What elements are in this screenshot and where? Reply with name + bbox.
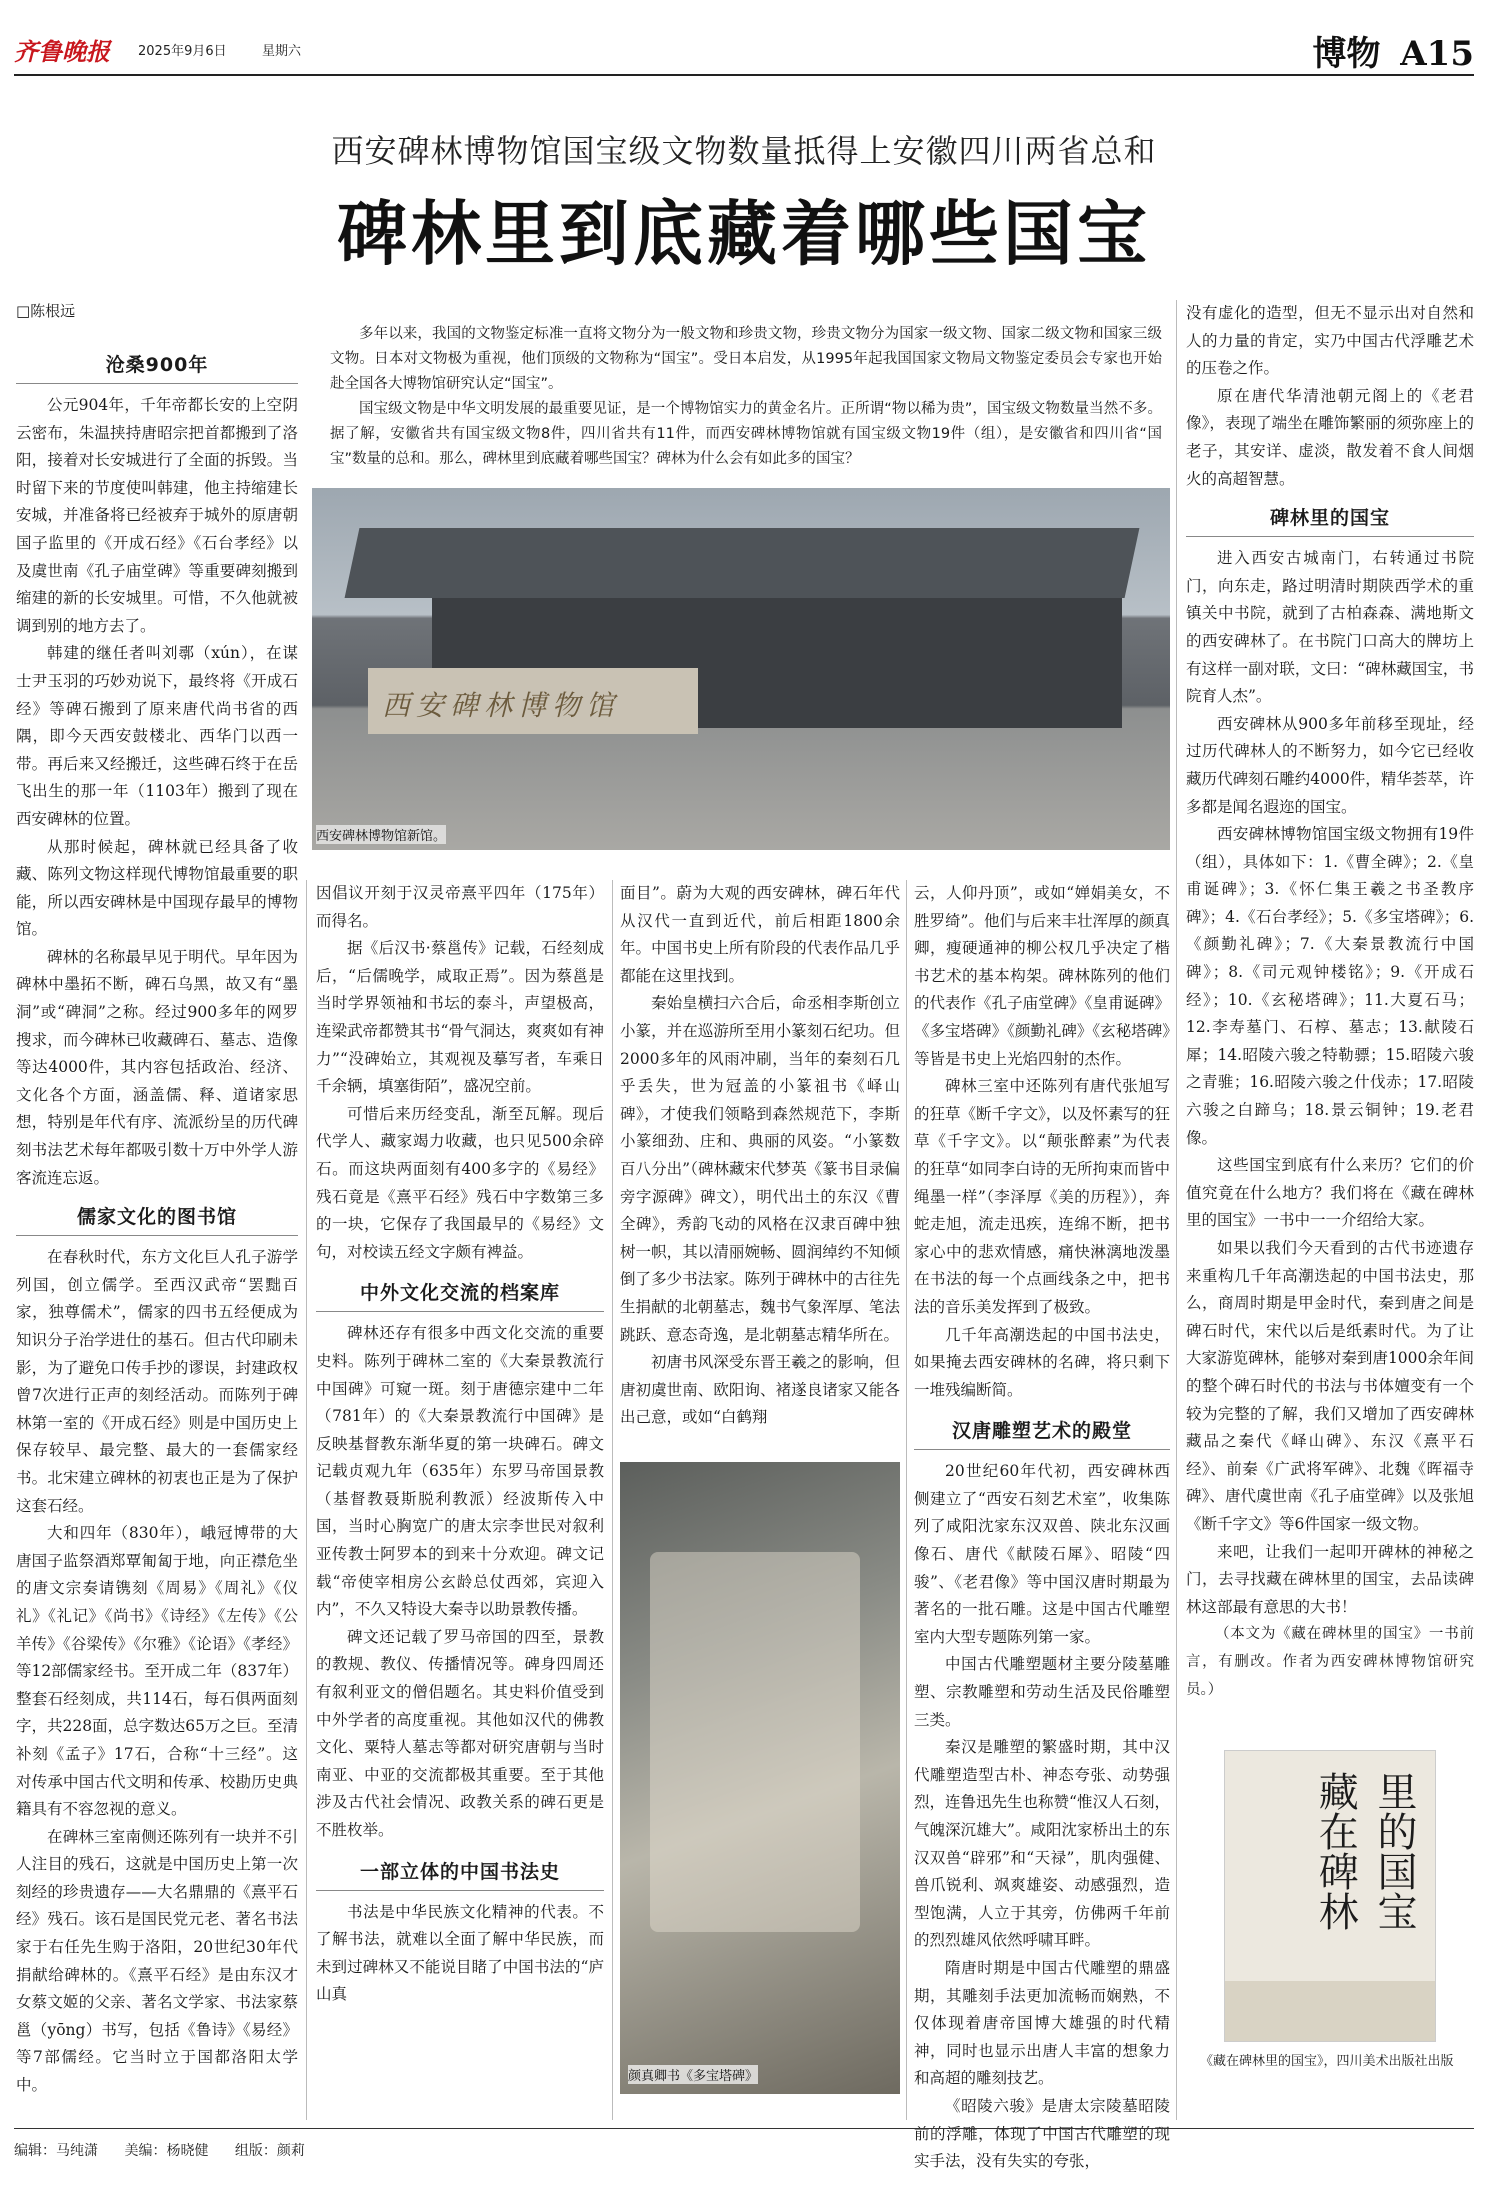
column-rule [612, 880, 613, 2120]
paragraph: 几千年高潮迭起的中国书法史，如果掩去西安碑林的名碑，将只剩下一堆残编断简。 [914, 1325, 1170, 1399]
footer-art: 美编：杨晓健 [124, 2143, 209, 2159]
subhead: 汉唐雕塑艺术的殿堂 [951, 1420, 1132, 1443]
intro-box [330, 322, 1162, 472]
stele-carving [650, 1552, 860, 1932]
subhead-rule [316, 1890, 604, 1891]
paragraph: 西安碑林从900多年前移至现址，经过历代碑林人的不断努力，如今它已经收藏历代碑刻石雕约4000件，精华荟萃，许多都是闻名遐迩的国宝。 [1186, 714, 1474, 816]
subhead-rule [1186, 536, 1474, 537]
photo-caption: 颜真卿书《多宝塔碑》 [628, 2065, 758, 2084]
museum-roof [345, 528, 1140, 598]
paragraph: 面目”。蔚为大观的西安碑林，碑石年代从汉代一直到近代，前后相距1800余年。中国书史上所有阶段的代表作品几乎都能在这里找到。 [620, 884, 900, 985]
paragraph: 据《后汉书·蔡邕传》记载，石经刻成后，“后儒晚学，咸取正焉”。因为蔡邕是当时学界领袖和书坛的泰斗，声望极高，连梁武帝都赞其书“骨气洞达，爽爽如有神力”“没碑始立，其观视及摹写者，车乘日千余辆，填塞街陌”，盛况空前。 [316, 939, 604, 1096]
article-text [16, 392, 298, 1192]
paragraph: 20世纪60年代初，西安碑林西侧建立了“西安石刻艺术室”，收集陈列了咸阳沈家东汉双兽、陕北东汉画像石、唐代《献陵石犀》、昭陵“四骏”、《老君像》等中国汉唐时期最为著名的一批石雕。这是中国古代雕塑室内大型专题陈列第一家。 [914, 1462, 1170, 1646]
museum-sign-text: 西安碑林博物馆 [382, 689, 621, 722]
column-1 [16, 350, 298, 2100]
issue-date: 2025年9月6日 [138, 44, 227, 59]
paragraph: 来吧，让我们一起叩开碑林的神秘之门，去寻找藏在碑林里的国宝，去品读碑林这部最有意思的大书！ [1186, 1542, 1474, 1616]
headline-title: 碑林里到底藏着哪些国宝 [337, 192, 1151, 275]
museum-photo [312, 488, 1170, 850]
subhead: 沧桑900年 [105, 354, 209, 376]
article-text [1186, 545, 1474, 1621]
subhead: 儒家文化的图书馆 [76, 1206, 237, 1229]
paragraph: 碑文还记载了罗马帝国的四至，景教的教规、教仪、传播情况等。碑身四周还有叙利亚文的僧侣题名。其史料价值受到中外学者的高度重视。其他如汉代的佛教文化、粟特人墓志等都对研究唐朝与当时南亚、中亚的交流都极其重要。至于其他涉及古代社会情况、政教关系的碑石更是不胜枚举。 [316, 1627, 604, 1839]
column-3 [620, 880, 900, 1432]
paragraph: 隋唐时期是中国古代雕塑的鼎盛期，其雕刻手法更加流畅而娴熟，不仅体现着唐帝国博大雄强的时代精神，同时也显示出唐人丰富的想象力和高超的雕刻技艺。 [914, 1958, 1170, 2088]
masthead [14, 26, 1474, 76]
paragraph: 碑林的名称最早见于明代。早年因为碑林中墨拓不断，碑石乌黑，故又有“墨洞”或“碑洞”之称。经过900多年的网罗搜求，而今碑林已收藏碑石、墓志、造像等达4000件，其内容包括政治、经济、文化各个方面，涵盖儒、释、道诸家思想，特别是年代有序、流派纷呈的历代碑刻书法艺术每年都吸引数十万中外学人游客流连忘返。 [16, 947, 298, 1187]
paragraph: 这些国宝到底有什么来历？它们的价值究竟在什么地方？我们将在《藏在碑林里的国宝》一书中一一介绍给大家。 [1186, 1156, 1474, 1230]
column-5 [1186, 300, 1474, 1704]
subhead-rule [16, 383, 298, 384]
intro-paragraph: 多年以来，我国的文物鉴定标准一直将文物分为一般文物和珍贵文物，珍贵文物分为国家一级文物、国家二级文物和国家三级文物。日本对文物极为重视，他们顶级的文物称为“国宝”。受日本启发，从1995年起我国国家文物局文物鉴定委员会专家也开始赴全国各大博物馆研究认定“国宝”。 [330, 326, 1162, 392]
footer-editor: 编辑：马纯潇 [14, 2143, 98, 2159]
paragraph: 因倡议开刻于汉灵帝熹平四年（175年）而得名。 [316, 884, 604, 930]
subhead: 碑林里的国宝 [1269, 507, 1390, 530]
paragraph: 初唐书风深受东晋王羲之的影响，但唐初虞世南、欧阳询、褚遂良诸家又能各出己意，或如“白鹤翔 [620, 1353, 900, 1427]
intro-paragraph: 国宝级文物是中华文明发展的最重要见证，是一个博物馆实力的黄金名片。正所谓“物以稀为贵”，国宝级文物数量当然不多。据了解，安徽省共有国宝级文物8件，四川省共有11件，而西安碑林博物馆就有国宝级文物19件（组），是安徽省和四川省“国宝”数量的总和。那么，碑林里到底藏着哪些国宝？碑林为什么会有如此多的国宝？ [330, 401, 1162, 467]
section-title [1312, 26, 1474, 75]
paragraph: 秦汉是雕塑的繁盛时期，其中汉代雕塑造型古朴、神态夸张、动势强烈，连鲁迅先生也称赞“惟汉人石刻，气魄深沉雄大”。咸阳沈家桥出土的东汉双兽“辟邪”和“天禄”，肌肉强健、兽爪锐利、飒爽雄姿、动感强烈，造型饱满，人立于其旁，仿佛两千年前的烈烈雄风依然呼啸耳畔。 [914, 1738, 1170, 1950]
photo-caption: 西安碑林博物馆新馆。 [316, 825, 446, 844]
masthead-rule [14, 74, 1474, 76]
book-band [1225, 1981, 1435, 2041]
stele-photo [620, 1462, 900, 2094]
article-text [620, 880, 900, 1432]
footer-layout: 组版：颜莉 [234, 2143, 305, 2159]
article-text [316, 880, 604, 1266]
column-rule [906, 880, 907, 2120]
byline: □陈根远 [16, 302, 76, 320]
article-text [914, 1458, 1170, 2175]
paragraph: 云，人仰丹顶”，或如“婵娟美女，不胜罗绮”。他们与后来丰壮浑厚的颜真卿，瘦硬通神的柳公权几乎决定了楷书艺术的基本构架。碑林陈列的他们的代表作《孔子庙堂碑》《皇甫诞碑》《多宝塔碑》《颜勤礼碑》《玄秘塔碑》等皆是书史上光焰四射的杰作。 [914, 884, 1170, 1068]
paragraph: 书法是中华民族文化精神的代表。不了解书法，就难以全面了解中华民族，而未到过碑林又不能说目睹了中国书法的“庐山真 [316, 1902, 604, 2004]
book-cover [1224, 1750, 1436, 2042]
headline-kicker: 西安碑林博物馆国宝级文物数量抵得上安徽四川两省总和 [331, 132, 1157, 170]
paragraph: 在碑林三室南侧还陈列有一块并不引人注目的残石，这就是中国历史上第一次刻经的珍贵遗存——大名鼎鼎的《熹平石经》残石。该石是国民党元老、著名书法家于右任先生购于洛阳，20世纪30年代捐献给碑林的。《熹平石经》是由东汉才女蔡文姬的父亲、著名文学家、书法家蔡邕（yōng）书写，包括《鲁诗》《易经》等7部儒经。它当时立于国都洛阳太学中。 [16, 1827, 298, 2095]
subhead: 中外文化交流的档案库 [359, 1282, 560, 1305]
paragraph: 碑林三室中还陈列有唐代张旭写的狂草《断千字文》，以及怀素写的狂草《千字文》。以“颠张醉素”为代表的狂草“如同李白诗的无所拘束而皆中绳墨一样”（李泽厚《美的历程》），奔蛇走旭，流走迅疾，连绵不断，把书家心中的悲欢情感，痛快淋漓地泼墨在书法的每一个点画线条之中，把书法的音乐美发挥到了极致。 [914, 1077, 1170, 1316]
paragraph: 秦始皇横扫六合后，命丞相李斯创立小篆，并在巡游所至用小篆刻石纪功。但2000多年的风雨冲刷，当年的秦刻石几乎丢失，世为冠盖的小篆祖书《峄山碑》，才使我们领略到森然规范下，李斯小篆细劲、庄和、典丽的风姿。“小篆数百八分出”（碑林藏宋代梦英《篆书目录偏旁字源碑》碑文），明代出土的东汉《曹全碑》，秀韵飞动的风格在汉隶百碑中独树一帜，其以清丽婉畅、圆润绰约不知倾倒了多少书法家。陈列于碑林中的古往先生捐献的北朝墓志，魏书气象浑厚、笔法跳跃、意态奇逸，是北朝墓志精华所在。 [620, 994, 900, 1344]
book-title-line: 里的国宝 [1371, 1771, 1417, 1931]
subhead-rule [16, 1235, 298, 1236]
article-text [1186, 300, 1474, 493]
book-title [1312, 1771, 1417, 1941]
paragraph: 如果以我们今天看到的古代书迹遗存来重构几千年高潮迭起的中国书法史，那么，商周时期是甲金时代，秦到唐之间是碑石时代，宋代以后是纸素时代。为了让大家游览碑林，能够对秦到唐1000余年间的整个碑石时代的书法与书体嬗变有一个较为完整的了解，我们又增加了西安碑林藏品之秦代《峄山碑》、东汉《熹平石经》、前秦《广武将军碑》、北魏《晖福寺碑》、唐代虞世南《孔子庙堂碑》以及张旭《断千字文》等6件国家一级文物。 [1186, 1239, 1474, 1533]
paragraph: 没有虚化的造型，但无不显示出对自然和人的力量的肯定，实乃中国古代浮雕艺术的压卷之作。 [1186, 304, 1474, 378]
subhead: 一部立体的中国书法史 [359, 1860, 560, 1883]
column-4 [914, 880, 1170, 2176]
subhead-rule [316, 1311, 604, 1312]
footer-credits [14, 2140, 305, 2160]
paragraph: 在春秋时代，东方文化巨人孔子游学列国，创立儒学。至西汉武帝“罢黜百家，独尊儒术”，儒家的四书五经便成为知识分子治学进仕的基石。但古代印刷未影，为了避免口传手抄的谬误，封建政权曾7次进行正声的刻经活动。而陈列于碑林第一室的《开成石经》则是中国历史上保存较早、最完整、最大的一套儒家经书。北宋建立碑林的初衷也正是为了保护这套石经。 [16, 1248, 298, 1515]
paragraph: 西安碑林博物馆国宝级文物拥有19件（组），具体如下：1.《曹全碑》；2.《皇甫诞碑》；3.《怀仁集王羲之书圣教序碑》；4.《石台孝经》；5.《多宝塔碑》；6.《颜勤礼碑》；7.《大秦景教流行中国碑》；8.《司元观钟楼铭》；9.《开成石经》；10.《玄秘塔碑》；11.大夏石马；12.李寿墓门、石椁、墓志；13.献陵石犀；14.昭陵六骏之特勒骠；15.昭陵六骏之青骓；16.昭陵六骏之什伐赤；17.昭陵六骏之白蹄乌；18.景云铜钟；19.老君像。 [1186, 825, 1474, 1147]
paragraph: 碑林还存有很多中西文化交流的重要史料。陈列于碑林二室的《大秦景教流行中国碑》可窥一斑。刻于唐德宗建中二年（781年）的《大秦景教流行中国碑》是反映基督教东渐华夏的第一块碑石。碑文记载贞观九年（635年）东罗马帝国景教（基督教聂斯脱利教派）经波斯传入中国，当时心胸宽广的唐太宗李世民对叙利亚传教士阿罗本的到来十分欢迎。碑文记载“帝使宰相房公玄龄总仗西郊，宾迎入内”，不久又特设大秦寺以助景教传播。 [316, 1324, 604, 1619]
paragraph: 原在唐代华清池朝元阁上的《老君像》，表现了端坐在雕饰繁丽的须弥座上的老子，其安详、虚淡，散发着不食人间烟火的高超智慧。 [1186, 386, 1474, 488]
book-caption: 《藏在碑林里的国宝》，四川美术出版社出版 [1200, 2054, 1454, 2069]
issue-weekday: 星期六 [262, 44, 302, 59]
article-text [316, 1899, 604, 2009]
paragraph: 从那时候起，碑林就已经具备了收藏、陈列文物这样现代博物馆最重要的职能，所以西安碑林是中国现存最早的博物馆。 [16, 837, 298, 939]
paragraph: 《昭陵六骏》是唐太宗陵墓昭陵前的浮雕，体现了中国古代雕塑的现实手法，没有失实的夸张， [914, 2096, 1170, 2171]
paragraph: 韩建的继任者叫刘鄩（xún），在谋士尹玉羽的巧妙劝说下，最终将《开成石经》等碑石搬到了原来唐代尚书省的西隅，即今天西安鼓楼北、西华门以西一带。再后来又经搬迁，这些碑石终于在岳飞出生的那一年（1103年）搬到了现在西安碑林的位置。 [16, 644, 298, 828]
footer-rule [14, 2128, 1474, 2129]
article-text [914, 880, 1170, 1404]
article-text [316, 1320, 604, 1844]
subhead-rule [914, 1449, 1170, 1450]
book-title-line: 藏在碑林 [1312, 1771, 1359, 1931]
paragraph: 进入西安古城南门，右转通过书院门，向东走，路过明清时期陕西学术的重镇关中书院，就到了古柏森森、满地斯文的西安碑林了。在书院门口高大的牌坊上有这样一副对联，文曰：“碑林藏国宝，书院育人杰”。 [1186, 549, 1474, 706]
paragraph: 可惜后来历经变乱，渐至瓦解。现后代学人、藏家竭力收藏，也只见500余碎石。而这块两面刻有400多字的《易经》残石竟是《熹平石经》残石中字数第三多的一块，它保存了我国最早的《易经》文句，对校读五经文字颇有裨益。 [316, 1104, 604, 1261]
section-name: 博物 [1312, 34, 1381, 74]
paragraph: 大和四年（830年），峨冠博带的大唐国子监祭酒郑覃匍匐于地，向正襟危坐的唐文宗奏请镌刻《周易》《周礼》《仪礼》《礼记》《尚书》《诗经》《左传》《公羊传》《谷梁传》《尔雅》《论语》《孝经》等12部儒家经书。至开成二年（837年）整套石经刻成，共114石，每石俱两面刻字，共228面，总字数达65万之巨。至清补刻《孟子》17石，合称“十三经”。这对传承中国古代文明和传承、校勘历史典籍具有不容忽视的意义。 [16, 1524, 298, 1819]
paragraph: 中国古代雕塑题材主要分陵墓雕塑、宗教雕塑和劳动生活及民俗雕塑三类。 [914, 1655, 1170, 1729]
author-note: （本文为《藏在碑林里的国宝》一书前言，有删改。作者为西安碑林博物馆研究员。） [1186, 1626, 1474, 1698]
column-rule [306, 880, 307, 2120]
article-text [16, 1244, 298, 2099]
paragraph: 公元904年，千年帝都长安的上空阴云密布，朱温挟持唐昭宗把首都搬到了洛阳，接着对长安城进行了全面的拆毁。当时留下来的节度使叫韩建，他主持缩建长安城，并准备将已经被弃于城外的原唐朝国子监里的《开成石经》《石台孝经》以及虞世南《孔子庙堂碑》等重要碑刻搬到缩建的新的长安城里。可惜，不久他就被调到别的地方去了。 [16, 396, 298, 635]
column-rule [1176, 300, 1177, 2120]
column-2 [316, 880, 604, 2009]
page-number: A15 [1400, 34, 1474, 74]
newspaper-logo: 齐鲁晚报 [14, 37, 110, 66]
